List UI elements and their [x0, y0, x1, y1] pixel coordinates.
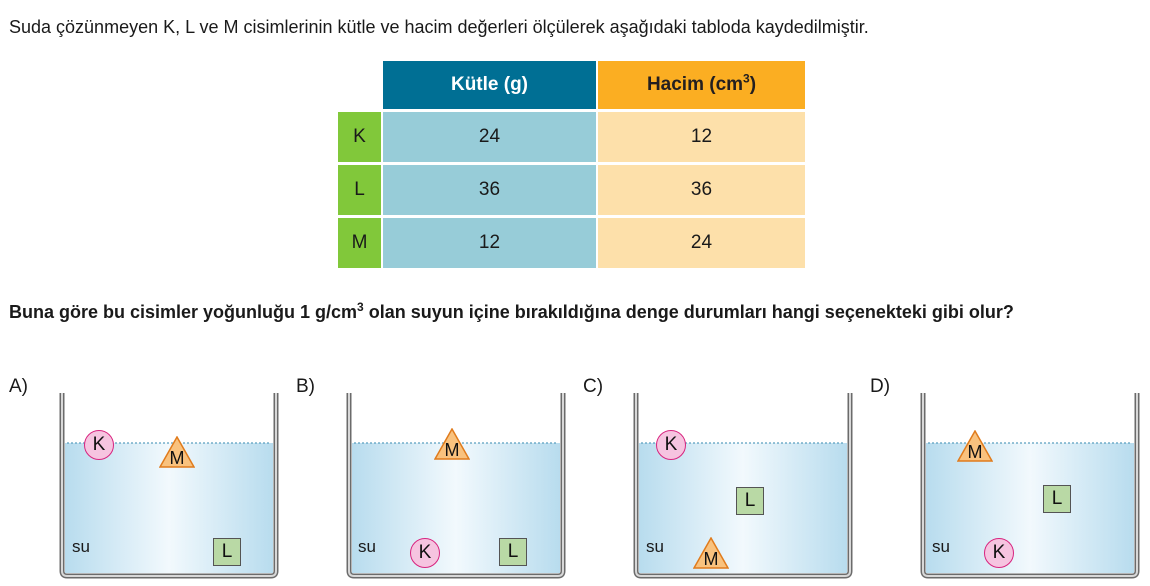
object-k: K	[410, 538, 440, 568]
row-label-l: L	[338, 162, 381, 215]
object-k: K	[84, 430, 114, 460]
intro-text: Suda çözünmeyen K, L ve M cisimlerinin kütle ve hacim değerleri ölçülerek aşağıdaki tabloda kaydedilmiştir.	[9, 17, 869, 37]
object-m: M	[693, 537, 729, 569]
volume-header-base: Hacim (cm	[646, 74, 744, 95]
object-l: L	[213, 538, 241, 566]
mass-column-header: Kütle (g)	[381, 61, 596, 109]
object-k: K	[984, 538, 1014, 568]
row-label-k: K	[338, 109, 381, 162]
object-m: M	[159, 436, 195, 468]
object-k: K	[656, 430, 686, 460]
object-l: L	[1043, 485, 1071, 513]
object-m: M	[434, 428, 470, 460]
table-row	[338, 162, 805, 215]
table-corner	[338, 61, 381, 109]
water-label: su	[646, 537, 664, 556]
option-d[interactable]	[870, 375, 1145, 580]
question-text	[9, 298, 1139, 326]
volume-cell-l: 36	[596, 162, 805, 215]
option-letter: B)	[296, 376, 315, 397]
volume-header-exponent: 3	[743, 71, 750, 86]
question-exponent: 3	[357, 300, 364, 314]
mass-cell-k: 24	[381, 109, 596, 162]
table-row	[338, 109, 805, 162]
question-part-1: Buna göre bu cisimler yoğunluğu 1 g/cm	[9, 302, 358, 322]
water-label: su	[72, 537, 90, 556]
water-label: su	[358, 537, 376, 556]
row-label-m: M	[338, 215, 381, 268]
beaker-a	[9, 375, 284, 580]
mass-cell-l: 36	[381, 162, 596, 215]
table-row	[338, 215, 805, 268]
mass-cell-m: 12	[381, 215, 596, 268]
object-m: M	[957, 430, 993, 462]
object-l: L	[736, 487, 764, 515]
option-c[interactable]	[583, 375, 858, 580]
table-header-row	[338, 61, 805, 109]
option-letter: D)	[870, 376, 891, 397]
option-b[interactable]	[296, 375, 571, 580]
question-part-2: olan suyun içine bırakıldığına denge durumları hangi seçenekteki gibi olur?	[363, 302, 1014, 322]
volume-cell-k: 12	[596, 109, 805, 162]
volume-cell-m: 24	[596, 215, 805, 268]
volume-column-header	[596, 61, 805, 109]
option-letter: C)	[583, 376, 604, 397]
option-letter: A)	[9, 376, 28, 397]
option-a[interactable]	[9, 375, 284, 580]
volume-header-tail: )	[749, 74, 757, 95]
object-l: L	[499, 538, 527, 566]
mass-volume-table	[338, 61, 805, 268]
water-label: su	[932, 537, 950, 556]
